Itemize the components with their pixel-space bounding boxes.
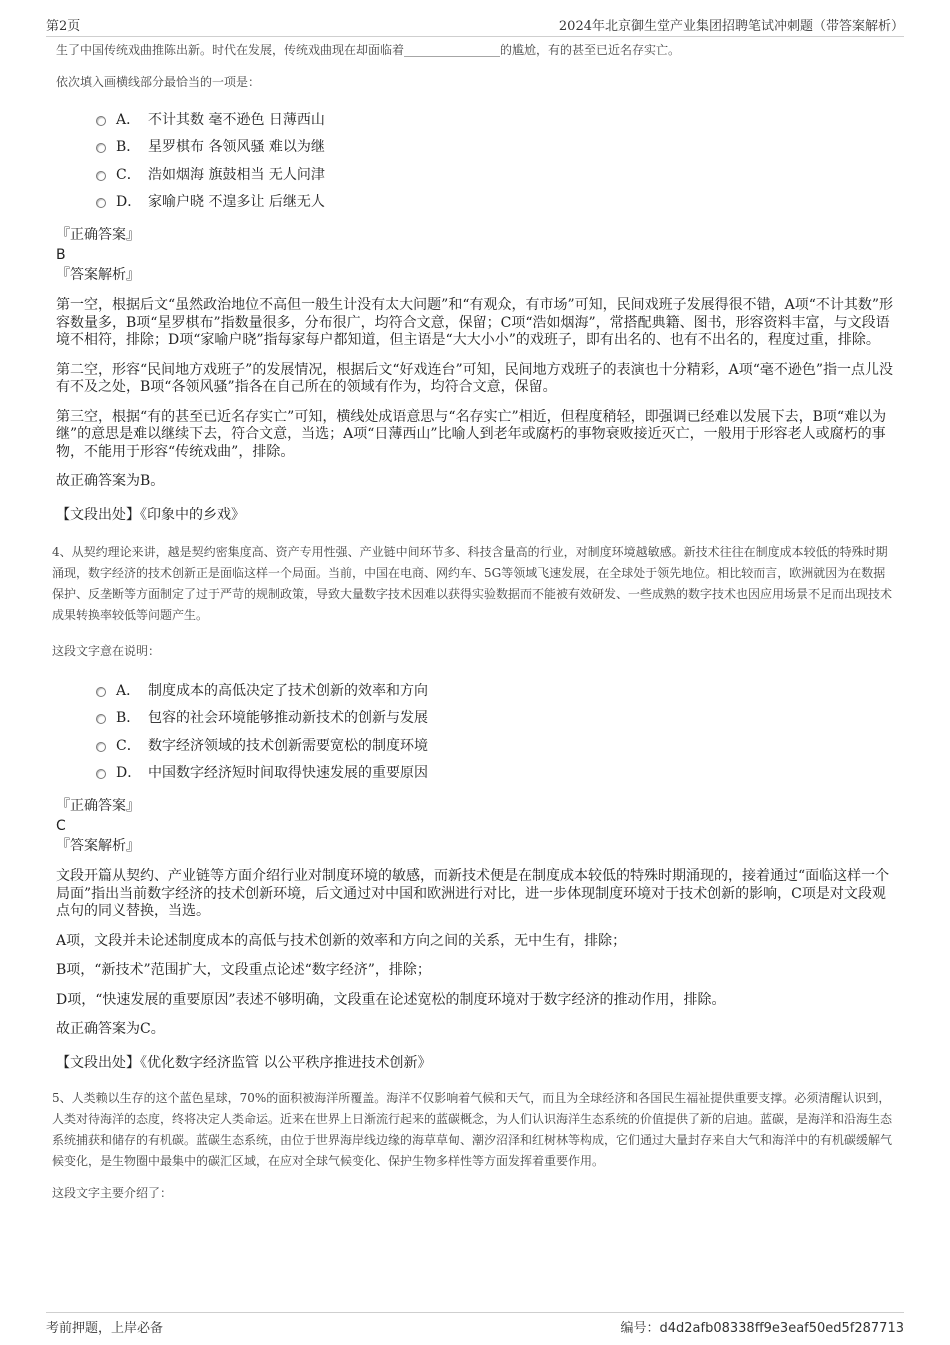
analysis-paragraph: D项，“快速发展的重要原因”表述不够明确，文段重在论述宽松的制度环境对于数字经济的推动作用，排除。	[56, 991, 726, 1008]
radio-button[interactable]	[96, 742, 106, 752]
answer-label: 『正确答案』	[56, 798, 140, 814]
radio-button[interactable]	[96, 116, 106, 126]
document-id: 编号：d4d2afb08338ff9e3eaf50ed5f287713	[620, 1320, 904, 1336]
option-b[interactable]: B． 星罗棋布 各领风骚 难以为继	[96, 133, 894, 161]
footer-slogan: 考前押题，上岸必备	[46, 1320, 164, 1336]
answer-label: 『正确答案』	[56, 227, 140, 243]
radio-button[interactable]	[96, 198, 106, 208]
option-d[interactable]: D． 家喻户晓 不遑多让 后继无人	[96, 188, 894, 216]
analysis-paragraph: 文段开篇从契约、产业链等方面介绍行业对制度环境的敏感，而新技术便是在制度成本较低的特殊时期涌现的，接着通过“面临这样一个局面”指出当前数字经济的技术创新环境，后文通过对中国和欧洲进行对比，进一步体现制度环境对于技术创新的影响，C项是对文段观点句的同义替换，当选。	[56, 868, 890, 919]
radio-button[interactable]	[96, 687, 106, 697]
analysis-paragraph: B项，“新技术”范围扩大，文段重点论述“数字经济”，排除；	[56, 962, 431, 978]
question-5-text: 5、人类赖以生存的这个蓝色星球，70%的面积被海洋所覆盖。海洋不仅影响着气候和天气，而且为全球经济和各国民生福祉提供重要支撑。必须清醒认识到，人类对待海洋的态度，终将决定人类命运。近来在世界上日渐流行起来的蓝碳概念，为人们认识海洋生态系统的价值提供了新的启迪。蓝碳，是海洋和沿海生态系统捕获和储存的有机碳。蓝碳生态系统，由位于世界海岸线边缘的海草草甸、潮汐沼泽和红树林等构成，它们通过大量封存来自大气和海洋中的有机碳缓解气候变化，是生物圈中最集中的碳汇区域，在应对全球气候变化、保护生物多样性等方面发挥着重要作用。	[52, 1091, 893, 1168]
answer-blank: ________________	[404, 43, 501, 57]
analysis-label: 『答案解析』	[56, 838, 140, 854]
option-d[interactable]: D． 中国数字经济短时间取得快速发展的重要原因	[96, 759, 894, 787]
document-title: 2024年北京御生堂产业集团招聘笔试冲刺题（带答案解析）	[558, 19, 904, 34]
correct-answer: C	[56, 818, 66, 834]
radio-button[interactable]	[96, 171, 106, 181]
question-4-text: 4、从契约理论来讲，越是契约密集度高、资产专用性强、产业链中间环节多、科技含量高的行业，对制度环境越敏感。新技术往往在制度成本较低的特殊时期涌现，数字经济的技术创新正是面临这样一个局面。当前，中国在电商、网约车、5G等领域飞速发展，在全球处于领先地位。相比较而言，欧洲就因为在数据保护、反垄断等方面制定了过于严苛的规制政策，导致大量数字技术因难以获得实验数据而不能被有效研发、一些成熟的数字技术也因应用场景不足而出现技术成果转换率较低等问题产生。	[52, 545, 893, 622]
radio-button[interactable]	[96, 769, 106, 779]
analysis-conclusion: 故正确答案为B。	[56, 473, 165, 489]
correct-answer: B	[56, 247, 66, 263]
source-citation: 【文段出处】《印象中的乡戏》	[56, 506, 245, 523]
page-header	[46, 12, 904, 37]
radio-button[interactable]	[96, 714, 106, 724]
page-number: 第2页	[46, 19, 81, 34]
question-3-prompt: 依次填入画横线部分最恰当的一项是：	[56, 75, 261, 89]
option-c[interactable]: C． 浩如烟海 旗鼓相当 无人问津	[96, 160, 894, 188]
page-footer	[46, 1312, 904, 1337]
option-a[interactable]: A． 不计其数 毫不逊色 日薄西山	[96, 105, 894, 133]
radio-button[interactable]	[96, 143, 106, 153]
question-4-prompt: 这段文字意在说明：	[52, 644, 161, 658]
analysis-paragraph: 第一空，根据后文“虽然政治地位不高但一般生计没有太大问题”和“有观众，有市场”可知，民间戏班子发展得很不错，A项“不计其数”形容数量多，B项“星罗棋布”指数量很多，分布很广，均符合文意，保留；C项“浩如烟海”，常搭配典籍、图书，形容资料丰富，与文段语境不相符，排除；D项“家喻户晓”指每家每户都知道，但主语是“大大小小”的戏班子，即有出名的、也有不出名的，程度过重，排除。	[56, 297, 894, 348]
analysis-paragraph: 第三空，根据“有的甚至已近名存实亡”可知，横线处成语意思与“名存实亡”相近，但程度稍轻，即强调已经难以发展下去，B项“难以为继”的意思是难以继续下去，符合文意，当选；A项“日薄西山”比喻人到老年或腐朽的事物衰败接近灭亡，一般用于形容老人或腐朽的事物，不能用于形容“传统戏曲”，排除。	[56, 408, 887, 460]
option-a[interactable]: A． 制度成本的高低决定了技术创新的效率和方向	[96, 676, 894, 704]
page-content	[52, 40, 894, 1218]
analysis-label: 『答案解析』	[56, 267, 140, 283]
question-3-text: 生了中国传统戏曲推陈出新。时代在发展，传统戏曲现在却面临着________________的尴尬，有的甚至已近名存实亡。	[56, 43, 681, 57]
question-5-prompt: 这段文字主要介绍了：	[52, 1186, 173, 1200]
analysis-paragraph: 第二空，形容“民间地方戏班子”的发展情况，根据后文“好戏连台”可知，民间地方戏班子的表演也十分精彩，A项“毫不逊色”指一点儿没有不及之处，B项“各领风骚”指各在自己所在的领域有作为，均符合文意，保留。	[56, 361, 894, 395]
option-b[interactable]: B． 包容的社会环境能够推动新技术的创新与发展	[96, 704, 894, 732]
question-3-options	[96, 105, 894, 215]
source-citation: 【文段出处】《优化数字经济监管 以公平秩序推进技术创新》	[56, 1054, 432, 1071]
analysis-paragraph: A项，文段并未论述制度成本的高低与技术创新的效率和方向之间的关系，无中生有，排除；	[56, 932, 627, 949]
question-4-options	[96, 676, 894, 786]
analysis-conclusion: 故正确答案为C。	[56, 1021, 165, 1037]
option-c[interactable]: C． 数字经济领域的技术创新需要宽松的制度环境	[96, 731, 894, 759]
